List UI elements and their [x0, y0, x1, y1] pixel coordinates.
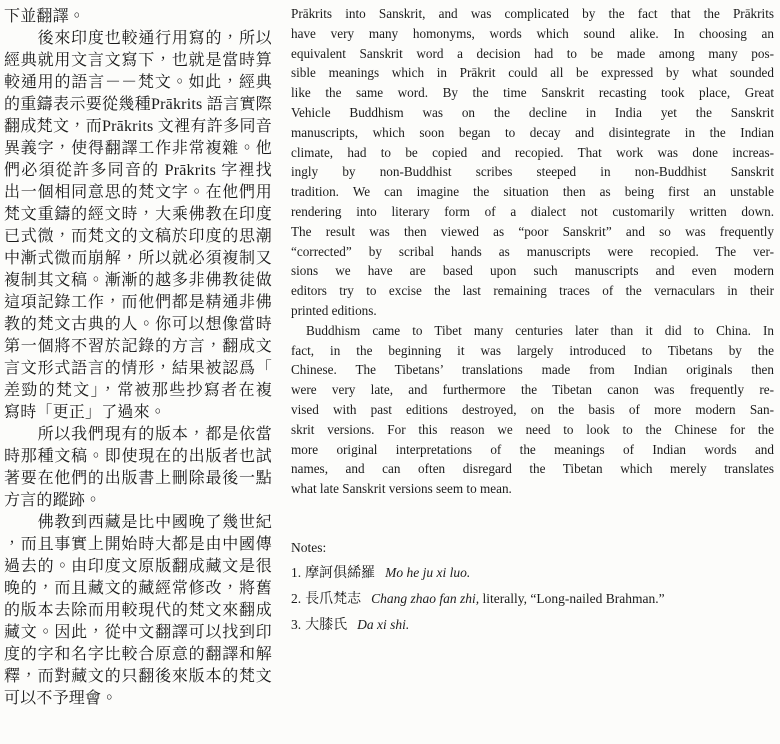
text-line: Prākrits into Sanskrit, and was complicated by the fact that the Prākrits [291, 6, 774, 21]
note-romanization: Mo he ju xi luo. [385, 564, 471, 580]
text-line: 著要在他們的出版書上刪除最後一點 [4, 470, 272, 487]
text-line: sible meanings which in Prākrit could all be expressed by what sounded [291, 65, 774, 81]
text-line: 複制其文稿。漸漸的越多非佛教徒做 [4, 272, 272, 289]
text-line: 較通用的語言－－梵文。如此，經典 [4, 74, 272, 91]
text-line: 梵文重鑄的經文時，大乘佛教在印度 [4, 206, 272, 223]
text-line: 的重鑄表示要從幾種Prākrits 語言實際 [4, 96, 272, 113]
left-column-chinese [4, 6, 272, 710]
note-number: 2. [291, 590, 302, 606]
text-line: 方言的蹤跡。 [4, 492, 102, 509]
text-line: 異義字，使得翻譯工作非常複雜。他 [4, 140, 272, 157]
text-line: 中漸式微而崩解，所以就必須複制又 [4, 250, 272, 267]
text-line: Chinese. The Tibetans’ translations made from Indian originals then [291, 362, 774, 378]
note-number: 3. [291, 616, 302, 632]
note-romanization: Da xi shi. [357, 616, 410, 632]
paragraph-buddhism-tibet [291, 321, 774, 499]
text-line: climate, had to be copied and recopied. That work was done increas- [291, 144, 774, 160]
text-line: 翻成梵文，而Prākrits 文裡有許多同音 [4, 118, 272, 135]
text-line: Buddhism came to Tibet many centuries later than it did to China. In [306, 322, 774, 338]
text-line: 的版本去除而用較現代的梵文來翻成 [4, 602, 272, 619]
text-line: 晚的，而且藏文的藏經常修改，將舊 [4, 580, 272, 597]
text-line: 可以不予理會。 [4, 690, 118, 707]
text-line: 這項記錄工作，而他們都是精通非佛 [4, 294, 272, 311]
text-line: 第一個將不習於記錄的方言，翻成文 [4, 338, 272, 355]
text-line: rendering into literary form of a dialect not customarily written down. [291, 203, 774, 219]
right-column-english [291, 4, 774, 638]
text-line: manuscripts, which soon began to decay and disintegrate in the Indian [291, 124, 774, 140]
text-line: 藏文。因此，從中文翻譯可以找到印 [4, 624, 272, 641]
text-line: 佛教到西藏是比中國晚了幾世紀 [4, 514, 272, 531]
text-line: more original interpretations of the meanings of Indian words and [291, 441, 774, 457]
text-line: 言文形式語言的情形，結果被認爲「 [4, 360, 272, 377]
text-line: 釋，而對藏文的只翻後來版本的梵文 [4, 668, 272, 685]
text-line: printed editions. [291, 302, 377, 318]
text-line: 已式微，而梵文的文稿於印度的思潮 [4, 228, 272, 245]
text-line: what late Sanskrit versions seem to mean. [291, 481, 512, 497]
note-chinese-term: 大膝氏 [305, 617, 348, 633]
text-line: “corrected” by scribal hands as manuscripts were recopied. The ver- [291, 243, 774, 259]
text-line: 教的梵文古典的人。你可以想像當時 [4, 316, 272, 333]
text-line: names, and can often disregard the Tibetan which merely translates [291, 461, 774, 477]
text-line: 經典就用文言文寫下，也就是當時算 [4, 52, 272, 69]
note-gloss: literally, “Long-nailed Brahman.” [479, 590, 665, 606]
text-line: 所以我們現有的版本，都是依當 [4, 426, 272, 443]
text-line: editors try to excise the last remaining traces of the vernaculars in their [291, 283, 774, 299]
text-line: were very late, and furthermore the Tibetan canon was frequently re- [291, 382, 774, 398]
text-line: 們必須從許多同音的 Prākrits 字裡找 [4, 162, 272, 179]
text-line: 差勁的梵文」，常被那些抄寫者在複 [4, 382, 272, 399]
text-line: vised with past editions destroyed, on the basis of more modern San- [291, 401, 774, 417]
text-line: Vehicle Buddhism was on the decline in India yet the Sanskrit [291, 104, 774, 120]
text-line: 度的字和名字比較合原意的翻譯和解 [4, 646, 272, 663]
notes-heading: Notes: [291, 539, 327, 555]
text-line: 時那種文稿。即使現在的出版者也試 [4, 448, 272, 465]
text-line: The result was then viewed as “poor Sanskrit” and so was frequently [291, 223, 774, 239]
text-line: 下並翻譯。 [4, 8, 86, 25]
note-item [291, 560, 774, 586]
text-line: 後來印度也較通行用寫的，所以 [4, 30, 272, 47]
note-item [291, 586, 774, 612]
note-number: 1. [291, 564, 302, 580]
text-line: equivalent Sanskrit word a decision had to be made among many pos- [291, 45, 774, 61]
text-line: 寫時「更正」了過來。 [4, 404, 167, 421]
text-line: ，而且事實上開始時大都是由中國傳 [4, 536, 272, 553]
text-line: fact, in the beginning it was largely introduced to Tibetans by the [291, 342, 774, 358]
notes-section [291, 535, 774, 638]
paragraph-sanskrit-recasting [291, 4, 774, 321]
note-romanization: Chang zhao fan zhi, [371, 590, 480, 606]
note-chinese-term: 摩訶俱絺羅 [305, 565, 376, 581]
text-line: 過去的。由印度文原版翻成藏文是很 [4, 558, 272, 575]
text-line: ingly by non-Buddhist scribes steeped in non-Buddhist Sanskrit [291, 164, 774, 180]
text-line: like the same word. By the time Sanskrit recasting took place, Great [291, 85, 774, 101]
text-line: sions we have are based upon such manuscripts and even modern [291, 263, 774, 279]
text-line: tradition. We can imagine the situation then as being first an unstable [291, 184, 774, 200]
note-chinese-term: 長爪梵志 [305, 591, 362, 607]
text-line: skrit versions. For this reason we need to look to the Chinese for the [291, 421, 774, 437]
text-line: have very many homonyms, words which sound alike. In choosing an [291, 25, 774, 41]
note-item [291, 612, 774, 638]
text-line: 出一個相同意思的梵文字。在他們用 [4, 184, 272, 201]
